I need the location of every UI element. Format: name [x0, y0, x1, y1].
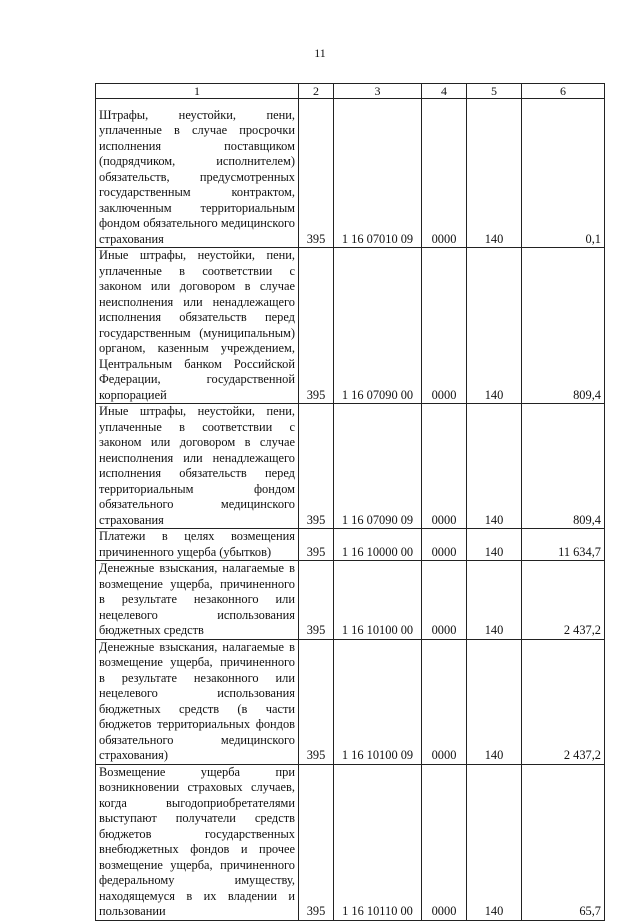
- budget-revenue-table: [95, 83, 605, 921]
- row-admin-code: 395: [299, 764, 334, 920]
- row-admin-code: 395: [299, 561, 334, 640]
- row-revenue-code: 1 16 10000 00: [334, 529, 422, 561]
- row-name: [96, 248, 299, 404]
- row-name-text: Иные штрафы, неустойки, пени, уплаченные в соответствии с законом или договором в случае неисполнения или ненадлежащего исполнения обязательств перед территориальным фондом обязательного медицинского страхования: [99, 404, 295, 527]
- row-revenue-code: 1 16 07010 09: [334, 99, 422, 248]
- row-revenue-code: 1 16 07090 09: [334, 404, 422, 529]
- row-classification-code: 140: [467, 99, 522, 248]
- row-revenue-code: 1 16 10110 00: [334, 764, 422, 920]
- header-col-1: 1: [96, 84, 299, 99]
- table-row: [96, 99, 605, 248]
- row-amount: 2 437,2: [522, 639, 605, 764]
- row-admin-code: 395: [299, 639, 334, 764]
- table-row: [96, 529, 605, 561]
- row-name-text: Платежи в целях возмещения причиненного ущерба (убытков): [99, 529, 295, 559]
- row-classification-code: 140: [467, 639, 522, 764]
- row-subtype-code: 0000: [422, 529, 467, 561]
- row-amount: 809,4: [522, 248, 605, 404]
- row-name: [96, 404, 299, 529]
- table-row: [96, 248, 605, 404]
- row-revenue-code: 1 16 10100 00: [334, 561, 422, 640]
- row-revenue-code: 1 16 07090 00: [334, 248, 422, 404]
- row-amount: 65,7: [522, 764, 605, 920]
- table-row: [96, 561, 605, 640]
- row-admin-code: 395: [299, 529, 334, 561]
- row-subtype-code: 0000: [422, 404, 467, 529]
- row-subtype-code: 0000: [422, 99, 467, 248]
- row-name-text: Штрафы, неустойки, пени, уплаченные в случае просрочки исполнения поставщиком (подрядчиком, исполнителем) обязательств, предусмотренных государственным контрактом, заключенным территориальным фондом обязательного медицинского страхования: [99, 107, 295, 246]
- row-name: [96, 561, 299, 640]
- header-col-5: 5: [467, 84, 522, 99]
- header-col-3: 3: [334, 84, 422, 99]
- row-classification-code: 140: [467, 529, 522, 561]
- row-name-text: Денежные взыскания, налагаемые в возмещение ущерба, причиненного в результате незаконного или нецелевого использования бюджетных средств: [99, 561, 295, 637]
- row-amount: 2 437,2: [522, 561, 605, 640]
- row-name-text: Возмещение ущерба при возникновении страховых случаев, когда выгодоприобретателями выступают получатели средств бюджетов государственных внебюджетных фондов и прочее возмещение ущерба, причиненного федеральному имуществу, находящемуся в их владении и пользовании: [99, 764, 295, 918]
- row-amount: 0,1: [522, 99, 605, 248]
- row-name: [96, 639, 299, 764]
- table-header-row: [96, 84, 605, 99]
- row-subtype-code: 0000: [422, 561, 467, 640]
- table-row: [96, 639, 605, 764]
- row-classification-code: 140: [467, 764, 522, 920]
- row-classification-code: 140: [467, 561, 522, 640]
- header-col-2: 2: [299, 84, 334, 99]
- row-name: [96, 764, 299, 920]
- table-row: [96, 764, 605, 920]
- header-col-4: 4: [422, 84, 467, 99]
- row-admin-code: 395: [299, 99, 334, 248]
- row-name-text: Денежные взыскания, налагаемые в возмещение ущерба, причиненного в результате незаконного или нецелевого использования бюджетных средств (в части бюджетов территориальных фондов обязательного медицинского страхования): [99, 639, 295, 762]
- row-name-text: Иные штрафы, неустойки, пени, уплаченные в соответствии с законом или договором в случае неисполнения или ненадлежащего исполнения обязательств перед государственным (муниципальным) органом, казенным учреждением, Центральным банком Российской Федерации, государственной корпорацией: [99, 248, 295, 402]
- row-name: [96, 99, 299, 248]
- table-row: [96, 404, 605, 529]
- row-admin-code: 395: [299, 404, 334, 529]
- row-amount: 809,4: [522, 404, 605, 529]
- row-subtype-code: 0000: [422, 764, 467, 920]
- row-classification-code: 140: [467, 404, 522, 529]
- header-col-6: 6: [522, 84, 605, 99]
- row-amount: 11 634,7: [522, 529, 605, 561]
- row-subtype-code: 0000: [422, 639, 467, 764]
- page-number: 11: [314, 46, 326, 60]
- row-admin-code: 395: [299, 248, 334, 404]
- row-classification-code: 140: [467, 248, 522, 404]
- row-subtype-code: 0000: [422, 248, 467, 404]
- row-name: [96, 529, 299, 561]
- row-revenue-code: 1 16 10100 09: [334, 639, 422, 764]
